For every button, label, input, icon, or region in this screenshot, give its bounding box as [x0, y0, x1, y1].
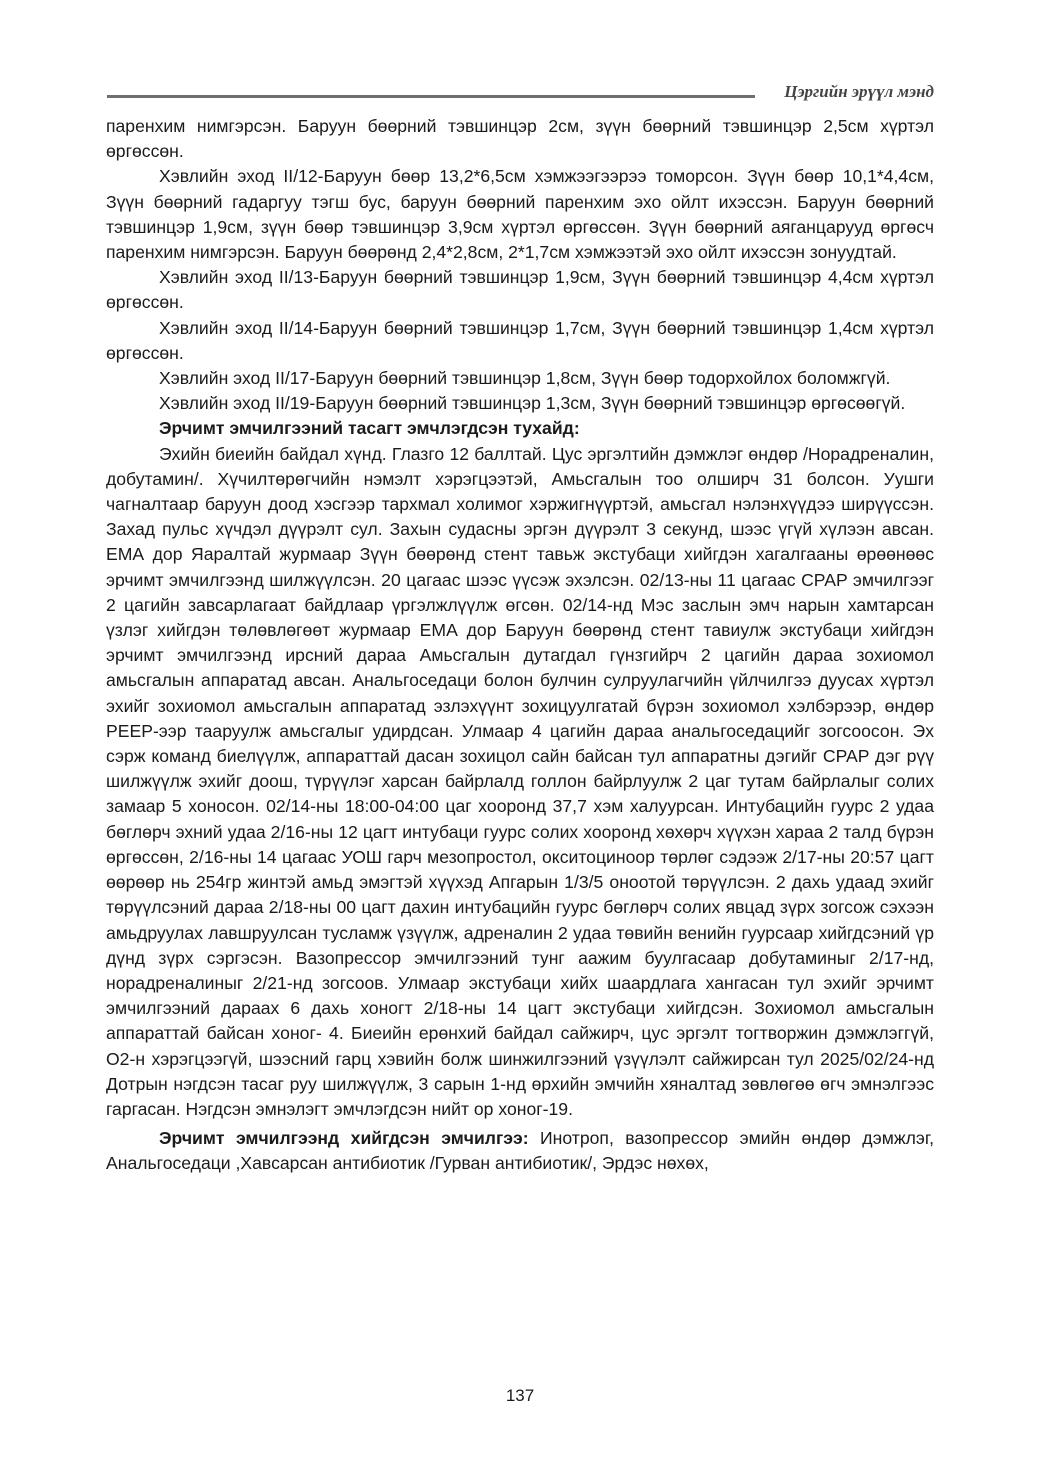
- paragraph-continued: паренхим нимгэрсэн. Баруун бөөрний тэвшинцэр 2см, зүүн бөөрний тэвшинцэр 2,5см хүртэл өргөссөн.: [106, 116, 934, 162]
- page-number: 137: [505, 1386, 535, 1405]
- paragraph-treatment: [106, 1126, 934, 1176]
- paragraph-ultrasound-12: Хэвлийн эход II/12-Баруун бөөр 13,2*6,5см хэмжээгээрээ томорсон. Зүүн бөөр 10,1*4,4см, Зүүн бөөрний гадаргуу тэгш бус, баруун бөөрний паренхим эхо ойлт ихэссэн. Баруун бөөрний тэвшинцэр 1,9см, зүүн бөөр тэвшинцэр 3,9см хүртэл өргөссөн. Зүүн бөөрний аяганцарууд өргөсч паренхим нимгэрсэн. Баруун бөөрөнд 2,4*2,8см, 2*1,7см хэмжээтэй эхо ойлт ихэссэн зонуудтай.: [106, 166, 934, 263]
- paragraph-ultrasound-19: Хэвлийн эход II/19-Баруун бөөрний тэвшинцэр 1,3см, Зүүн бөөрний тэвшинцэр өргөсөөгүй.: [159, 393, 906, 414]
- header-rule: [107, 95, 755, 98]
- section-heading-icu: Эрчимт эмчилгээний тасагт эмчлэгдсэн тухайд:: [159, 418, 580, 439]
- paragraph-ultrasound-14: Хэвлийн эход II/14-Баруун бөөрний тэвшинцэр 1,7см, Зүүн бөөрний тэвшинцэр 1,4см хүртэл өргөссөн.: [106, 317, 934, 363]
- journal-title: Цэргийн эрүүл мэнд: [784, 82, 934, 101]
- article-body: [106, 114, 934, 1177]
- paragraph-icu-course: Эхийн биеийн байдал хүнд. Глазго 12 баллтай. Цус эргэлтийн дэмжлэг өндөр /Норадреналин, добутамин/. Хүчилтөрөгчийн нэмэлт хэрэгцээтэй, Амьсгалын тоо олширч 31 болсон. Уушги чагналтаар баруун доод хэсгээр тархмал холимог хэржигнүүртэй, амьсгал нэлэнхүүдээ ширүүссэн. Захад пульс хүчдэл дүүрэлт сул. Захын судасны эргэн дүүрэлт 3 секунд, шээс үгүй хүлээн авсан. ЕМА дор Яаралтай журмаар Зүүн бөөрөнд стент тавьж экстубаци хийгдэн хагалгааны өрөөнөөс эрчимт эмчилгээнд шилжүүлсэн. 20 цагаас шээс үүсэж эхэлсэн. 02/13-ны 11 цагаас CPAP эмчилгээг 2 цагийн завсарлагаат байдлаар үргэлжлүүлж өгсөн. 02/14-нд Мэс заслын эмч нарын хамтарсан үзлэг хийгдэн төлөвлөгөөт журмаар ЕМА дор Баруун бөөрөнд стент тавиулж экстубаци хийгдэн эрчимт эмчилгээнд ирсний дараа Амьсгалын дутагдал гүнзгийрч 2 цагийн дараа зохиомол амьсгалын аппаратад авсан. Анальгоседаци болон булчин сулруулагчийн үйлчилгээ дуусах хүртэл эхийг зохиомол амьсгалын аппаратад эзлэхүүнт зохицуулгатай бүрэн зохиомол хэлбэрээр, өндөр PEEP-ээр тааруулж амьсгалыг удирдсан. Улмаар 4 цагийн дараа анальгоседацийг зогсоосон. Эх сэрж команд биелүүлж, аппараттай дасан зохицол сайн байсан тул аппаратны дэгийг CPAP дэг рүү шилжүүлж эхийг доош, түрүүлэг харсан байрлалд голлон байрлуулж 2 цаг тутам байрлалыг солих замаар 5 хоносон. 02/14-ны 18:00-04:00 цаг хооронд 37,7 хэм халуурсан. Интубацийн гуурс 2 удаа бөглөрч эхний удаа 2/16-ны 12 цагт интубаци гуурс солих хооронд хөхөрч хүүхэн хараа 2 талд бүрэн өргөссөн, 2/16-ны 14 цагаас УОШ гарч мезопростол, окситоциноор төрлөг сэдээж 2/17-ны 20:57 цагт өөрөөр нь 254гр жинтэй амьд эмэгтэй хүүхэд Апгарын 1/3/5 оноотой төрүүлсэн. 2 дахь удаад эхийг төрүүлсэний дараа 2/18-ны 00 цагт дахин интубацийн гуурс бөглөрч солих явцад зүрх зогсож сэхээн амьдруулах лавшруулсан тусламж үзүүлж, адреналин 2 удаа төвийн венийн гуурсаар хийгдсэний үр дүнд зүрх сэргэсэн. Вазопрессор эмчилгээний тунг аажим буулгасаар добутаминыг 2/17-нд, норадреналиныг 2/21-нд зогсоов. Улмаар экстубаци хийх шаардлага хангасан тул эхийг эрчимт эмчилгээний дараах 6 дахь хоногт 2/18-ны 14 цагт экстубаци хийгдсэн. Зохиомол амьсгалын аппараттай байсан хоног- 4. Биеийн ерөнхий байдал сайжирч, цус эргэлт тогтворжин дэмжлэггүй, O2-н хэрэгцээгүй, шээсний гарц хэвийн болж шинжилгээний үзүүлэлт сайжирсан тул 2025/02/24-нд Дотрын нэгдсэн тасаг руу шилжүүлж, 3 сарын 1-нд өрхийн эмчийн хяналтад зөвлөгөө өгч эмнэлгээс гаргасан. Нэгдсэн эмнэлэгт эмчлэгдсэн нийт ор хоног-19.: [106, 443, 934, 1119]
- paragraph-ultrasound-17: Хэвлийн эход II/17-Баруун бөөрний тэвшинцэр 1,8см, Зүүн бөөр тодорхойлох боломжгүй.: [159, 368, 891, 389]
- treatment-label: Эрчимт эмчилгээнд хийгдсэн эмчилгээ:: [159, 1128, 529, 1149]
- paragraph-ultrasound-13: Хэвлийн эход II/13-Баруун бөөрний тэвшинцэр 1,9см, Зүүн бөөрний тэвшинцэр 4,4см хүртэл өргөссөн.: [106, 267, 934, 313]
- treatment-text: Инотроп, вазопрессор эмийн өндөр дэмжлэг, Анальгоседаци ,Хавсарсан антибиотик /Гурван антибиотик/, Эрдэс нөхөх,: [106, 1128, 934, 1174]
